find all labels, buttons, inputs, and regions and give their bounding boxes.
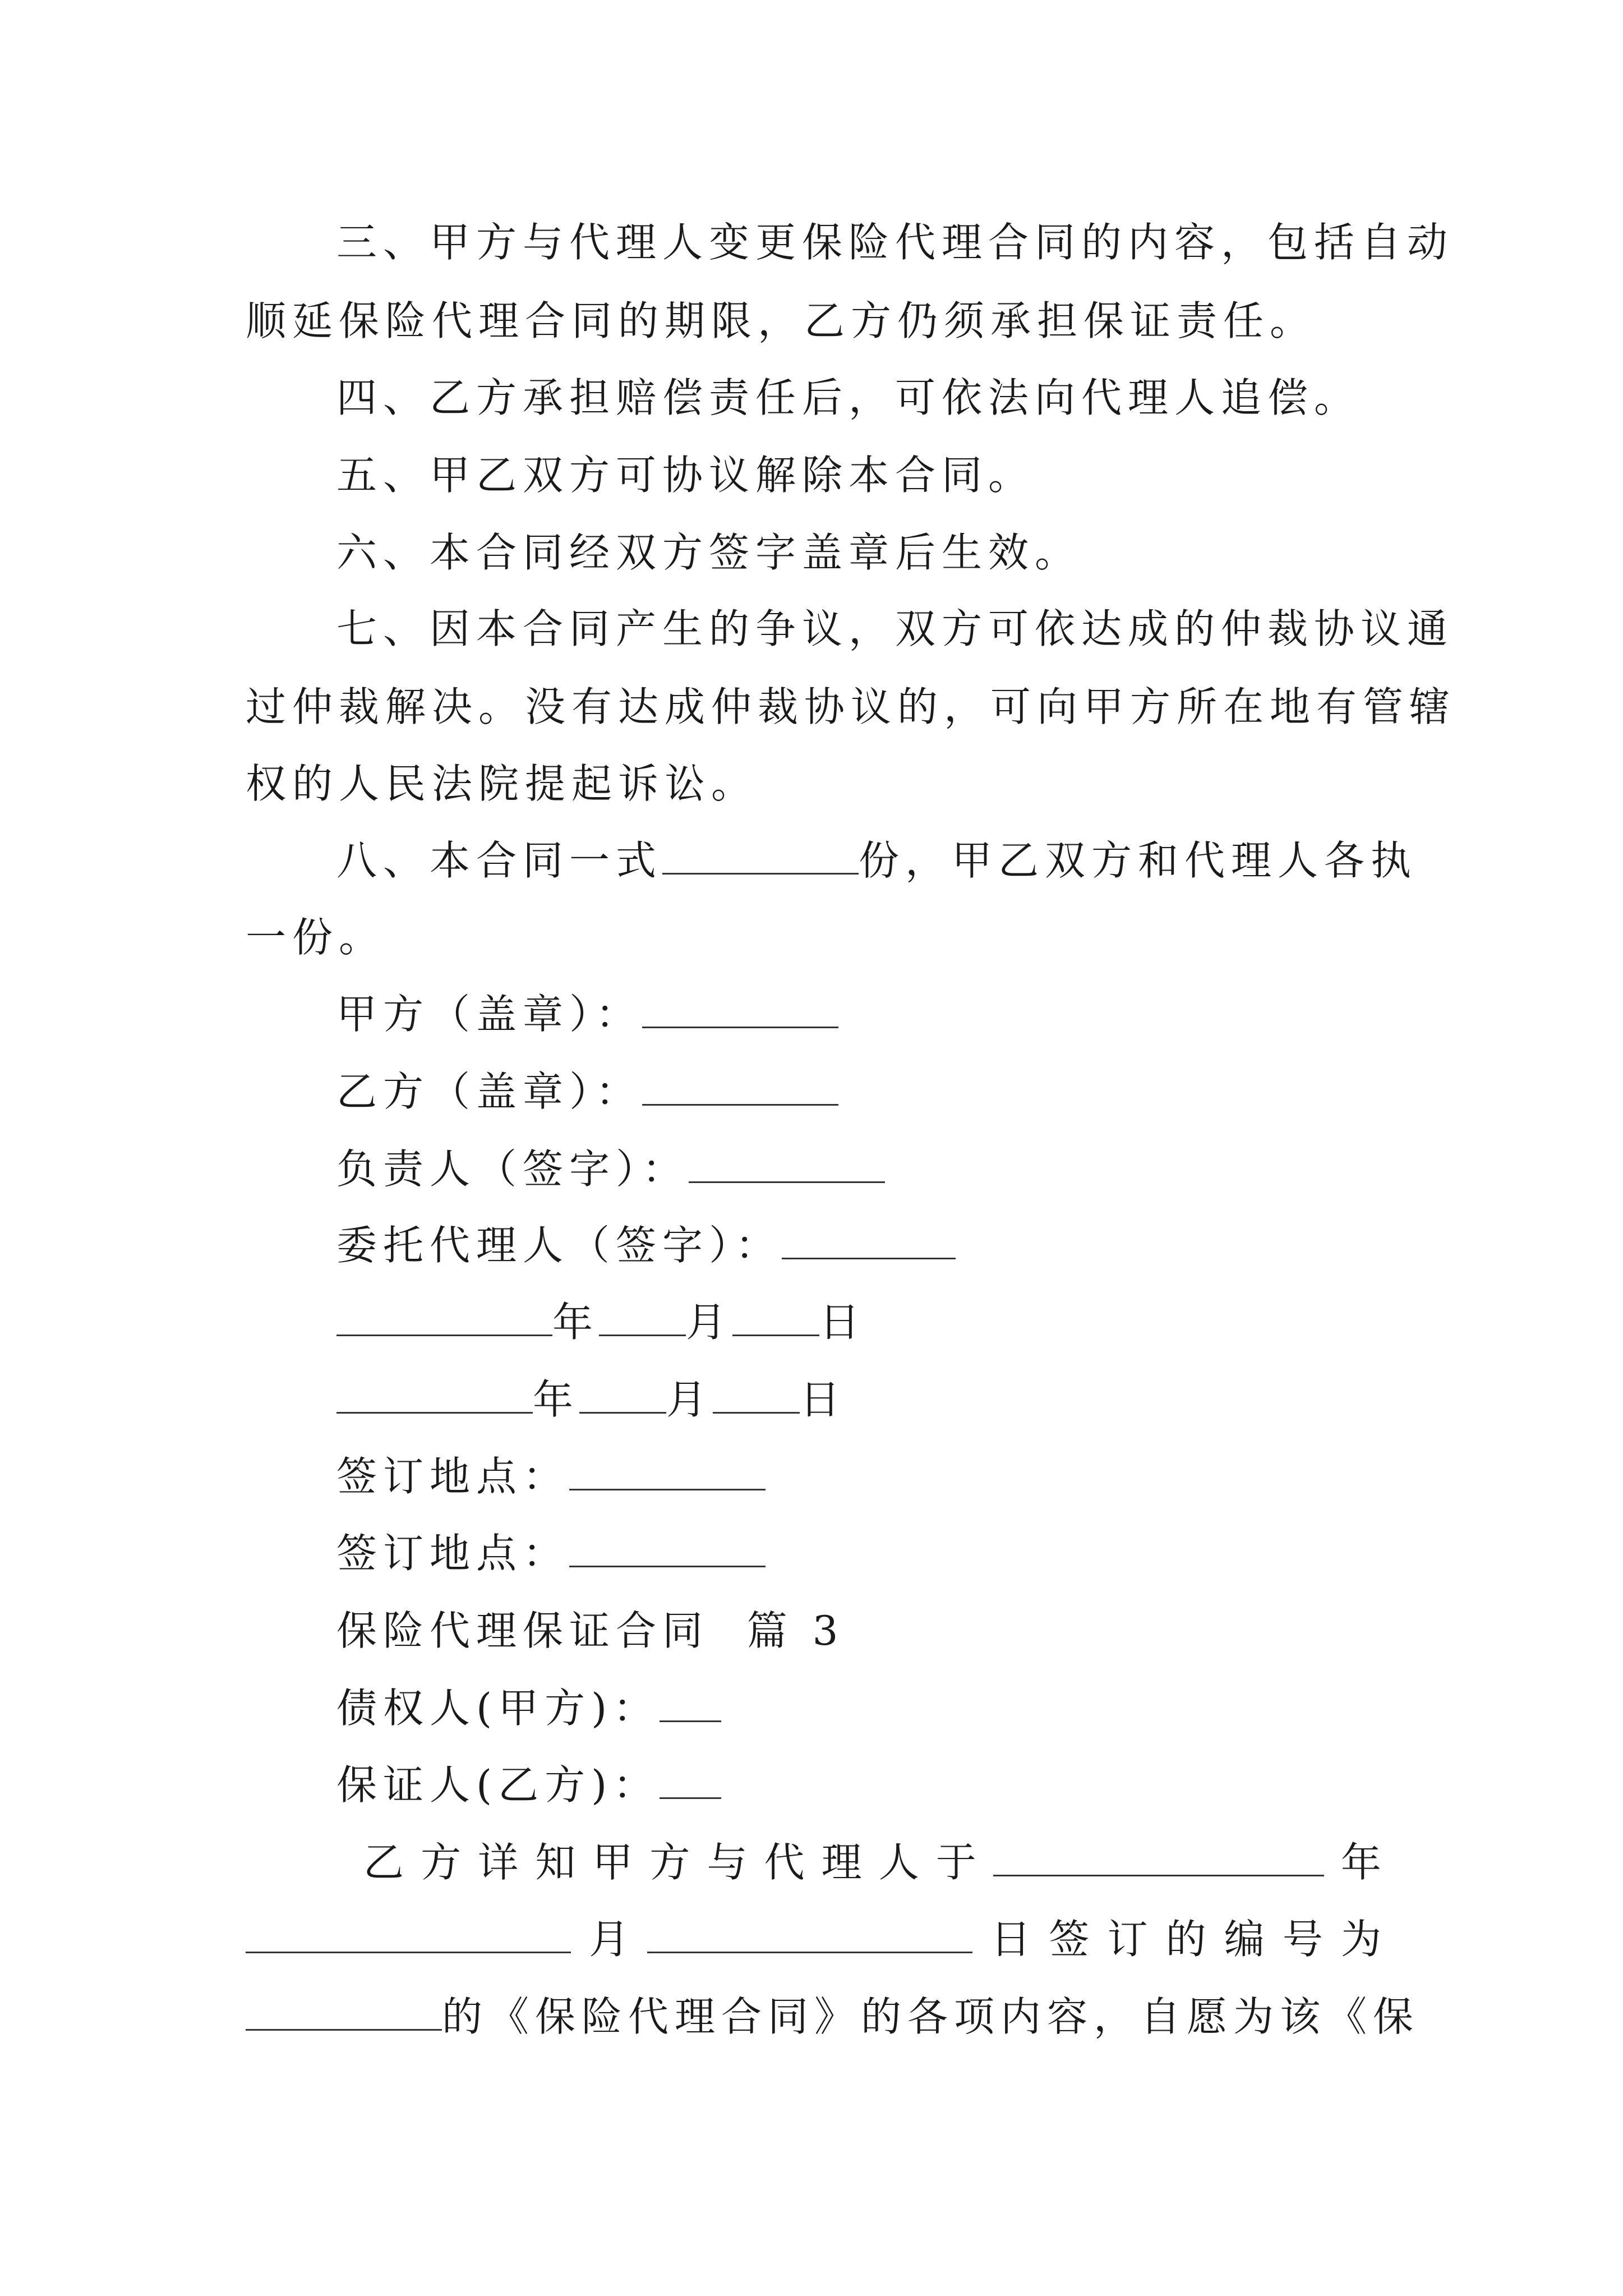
party-a-seal-label: 甲方（盖章）： xyxy=(336,991,643,1038)
agent-signature-line xyxy=(336,1217,956,1273)
intro-char: 知 xyxy=(535,1839,576,1886)
clause-8-line-2: 一份。 xyxy=(246,914,386,961)
intro-char: 编 xyxy=(1224,1916,1265,1963)
party-b-seal-line xyxy=(336,1064,838,1120)
creditor-line xyxy=(336,1680,721,1736)
date-1-day-label: 日 xyxy=(819,1299,866,1346)
clause-6: 六、本合同经双方签字盖章后生效。 xyxy=(336,529,1082,576)
party-a-seal-line xyxy=(336,986,838,1042)
intro-char: 的 xyxy=(1165,1916,1206,1963)
intro-char: 号 xyxy=(1282,1916,1323,1963)
date-1-year-blank xyxy=(336,1300,552,1336)
date-2-year-label: 年 xyxy=(533,1376,580,1423)
intro-char: 与 xyxy=(707,1839,748,1886)
signing-place-blank-2 xyxy=(569,1531,766,1567)
intro-day-blank xyxy=(647,1917,972,1953)
clause-8-text-after: 份，甲乙双方和代理人各执 xyxy=(859,837,1418,884)
clause-7-line-3: 权的人民法院提起诉讼。 xyxy=(246,760,758,807)
person-in-charge-blank xyxy=(689,1147,885,1183)
intro-line-2 xyxy=(246,1911,1381,1967)
date-2-day-blank xyxy=(713,1377,800,1414)
intro-year-blank xyxy=(993,1840,1324,1876)
guarantor-label: 保证人(乙方)： xyxy=(336,1761,660,1809)
clause-8-text-before: 八、本合同一式 xyxy=(336,837,663,884)
signing-place-line-1 xyxy=(336,1448,766,1504)
intro-char: 订 xyxy=(1107,1916,1148,1963)
clause-5: 五、甲乙双方可协议解除本合同。 xyxy=(336,452,1035,499)
signing-place-label-2: 签订地点： xyxy=(336,1530,570,1577)
date-2-month-blank xyxy=(579,1377,666,1414)
section-3-heading: 保险代理保证合同 篇 3 xyxy=(336,1607,845,1654)
agent-signature-label: 委托代理人（签字）： xyxy=(336,1222,782,1269)
copies-count-blank xyxy=(662,838,859,875)
date-1-year-label: 年 xyxy=(552,1299,600,1346)
date-1-month-blank xyxy=(599,1300,686,1336)
intro-char: 详 xyxy=(478,1839,519,1886)
intro-line-3-text: 的《保险代理合同》的各项内容，自愿为该《保 xyxy=(442,1993,1420,2040)
intro-char: 于 xyxy=(935,1839,976,1886)
date-line-2 xyxy=(336,1372,846,1428)
person-in-charge-label: 负责人（签字）： xyxy=(336,1145,689,1193)
intro-char: 方 xyxy=(649,1839,690,1886)
intro-month-label: 月 xyxy=(589,1916,630,1963)
intro-month-blank xyxy=(246,1917,571,1953)
contract-number-blank xyxy=(246,1994,442,2031)
clause-7-line-2: 过仲裁解决。没有达成仲裁协议的，可向甲方所在地有管辖 xyxy=(246,683,1456,730)
guarantor-blank xyxy=(660,1763,721,1799)
intro-year-label: 年 xyxy=(1340,1839,1381,1886)
signing-place-line-2 xyxy=(336,1525,766,1581)
intro-char: 甲 xyxy=(592,1839,633,1886)
agent-signature-blank xyxy=(782,1223,956,1259)
intro-line-1 xyxy=(246,1834,1381,1890)
clause-3-line-2: 顺延保险代理合同的期限，乙方仍须承担保证责任。 xyxy=(246,297,1317,344)
party-b-seal-blank xyxy=(642,1069,838,1106)
party-b-seal-label: 乙方（盖章）： xyxy=(336,1068,643,1115)
person-in-charge-line xyxy=(336,1141,885,1197)
intro-char: 日 xyxy=(990,1916,1031,1963)
clause-3-line-1: 三、甲方与代理人变更保险代理合同的内容，包括自动 xyxy=(336,219,1454,266)
intro-line-3 xyxy=(246,1989,1419,2045)
intro-char: 人 xyxy=(878,1839,919,1886)
date-2-day-label: 日 xyxy=(800,1376,847,1423)
date-2-year-blank xyxy=(336,1377,533,1414)
creditor-blank xyxy=(660,1686,721,1722)
clause-8-line-1 xyxy=(336,832,1417,889)
signing-place-label-1: 签订地点： xyxy=(336,1453,570,1500)
intro-char: 理 xyxy=(821,1839,862,1886)
date-1-month-label: 月 xyxy=(686,1299,733,1346)
date-2-month-label: 月 xyxy=(666,1376,713,1423)
guarantor-line xyxy=(336,1757,721,1813)
signing-place-blank-1 xyxy=(569,1454,766,1490)
intro-char: 签 xyxy=(1049,1916,1090,1963)
intro-char: 为 xyxy=(1340,1916,1381,1963)
intro-char: 方 xyxy=(421,1839,462,1886)
intro-char: 代 xyxy=(764,1839,805,1886)
clause-4: 四、乙方承担赔偿责任后，可依法向代理人追偿。 xyxy=(336,374,1361,421)
party-a-seal-blank xyxy=(642,992,838,1028)
date-line-1 xyxy=(336,1294,866,1350)
date-1-day-blank xyxy=(732,1300,819,1336)
creditor-label: 债权人(甲方)： xyxy=(336,1685,660,1732)
intro-char: 乙 xyxy=(363,1839,404,1886)
clause-7-line-1: 七、因本合同产生的争议，双方可依达成的仲裁协议通 xyxy=(336,605,1454,652)
